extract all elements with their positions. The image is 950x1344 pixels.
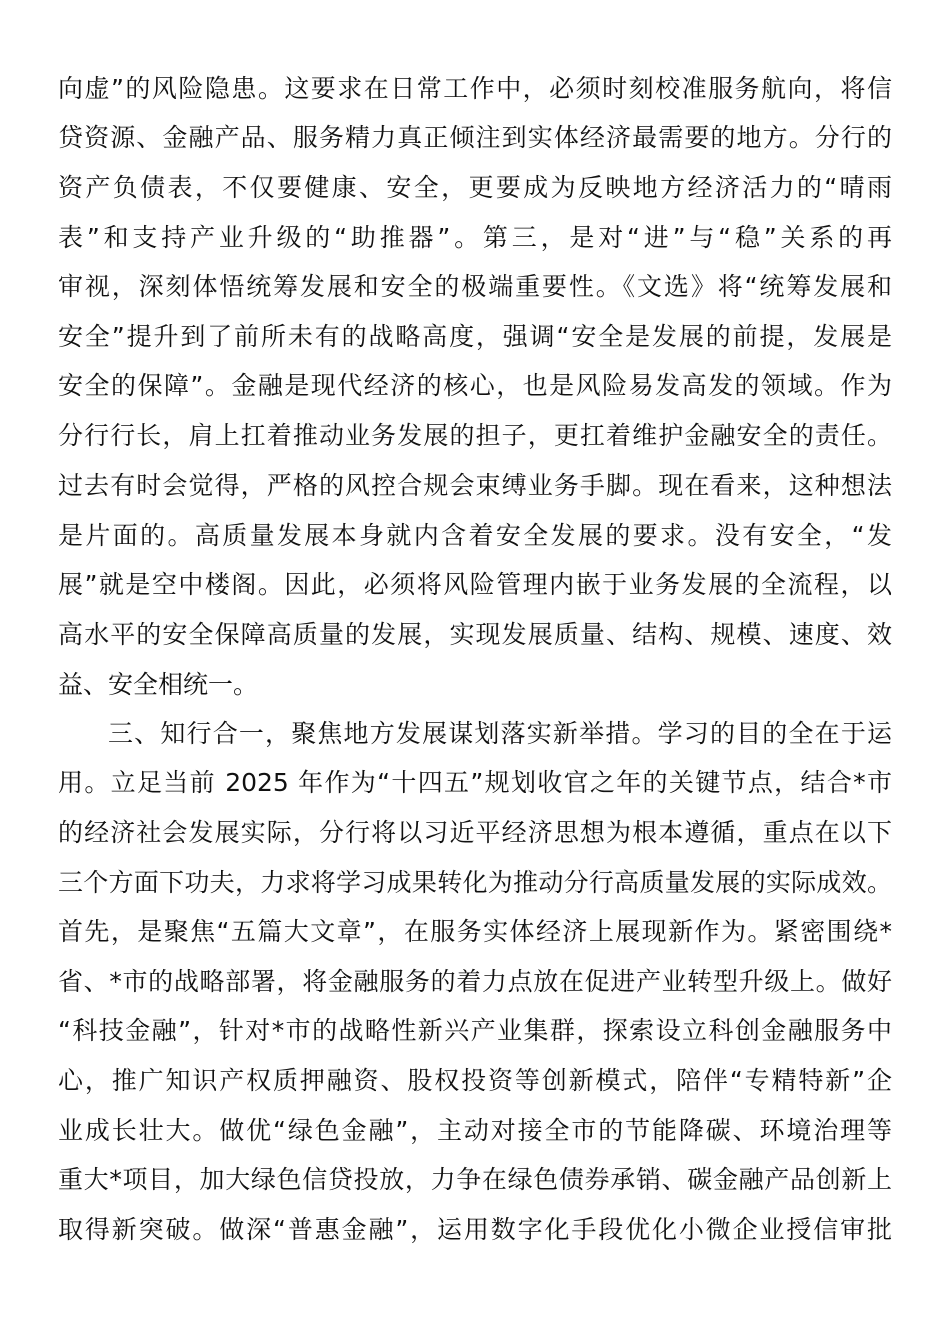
text-line: 是片面的。高质量发展本身就内含着安全发展的要求。没有安全，“发 [58, 521, 892, 550]
text-line: 益、安全相统一。 [58, 670, 259, 699]
text-line: 省、*市的战略部署，将金融服务的着力点放在促进产业转型升级上。做好 [58, 967, 892, 996]
text-line: “科技金融”，针对*市的战略性新兴产业集群，探索设立科创金融服务中 [58, 1016, 892, 1045]
text-line: 三个方面下功夫，力求将学习成果转化为推动分行高质量发展的实际成效。 [58, 868, 892, 897]
text-line: 安全的保障”。金融是现代经济的核心，也是风险易发高发的领域。作为 [58, 371, 892, 400]
text-line: 业成长壮大。做优“绿色金融”，主动对接全市的节能降碳、环境治理等 [58, 1116, 892, 1145]
text-line: 资产负债表，不仅要健康、安全，更要成为反映地方经济活力的“晴雨 [58, 173, 892, 202]
text-line: 心，推广知识产权质押融资、股权投资等创新模式，陪伴“专精特新”企 [58, 1066, 892, 1095]
text-line: 贷资源、金融产品、服务精力真正倾注到实体经济最需要的地方。分行的 [58, 123, 892, 152]
text-line: 过去有时会觉得，严格的风控合规会束缚业务手脚。现在看来，这种想法 [58, 471, 892, 500]
text-line: 高水平的安全保障高质量的发展，实现发展质量、结构、规模、速度、效 [58, 620, 892, 649]
text-line: 重大*项目，加大绿色信贷投放，力争在绿色债券承销、碳金融产品创新上 [58, 1165, 892, 1194]
text-line: 审视，深刻体悟统筹发展和安全的极端重要性。《文选》将“统筹发展和 [58, 272, 892, 301]
text-line: 向虚”的风险隐患。这要求在日常工作中，必须时刻校准服务航向，将信 [58, 74, 892, 103]
text-line: 安全”提升到了前所未有的战略高度，强调“安全是发展的前提，发展是 [58, 322, 892, 351]
text-line: 表”和支持产业升级的“助推器”。第三，是对“进”与“稳”关系的再 [58, 223, 892, 252]
text-line: 展”就是空中楼阁。因此，必须将风险管理内嵌于业务发展的全流程，以 [58, 570, 892, 599]
text-line: 取得新突破。做深“普惠金融”，运用数字化手段优化小微企业授信审批 [58, 1215, 892, 1244]
section-heading-line: 三、知行合一，聚焦地方发展谋划落实新举措。学习的目的全在于运 [108, 719, 892, 748]
text-line: 的经济社会发展实际，分行将以习近平经济思想为根本遵循，重点在以下 [58, 818, 892, 847]
text-line: 用。立足当前 2025 年作为“十四五”规划收官之年的关键节点，结合*市 [58, 768, 892, 797]
text-line: 首先，是聚焦“五篇大文章”，在服务实体经济上展现新作为。紧密围绕* [58, 917, 892, 946]
text-line: 分行行长，肩上扛着推动业务发展的担子，更扛着维护金融安全的责任。 [58, 421, 892, 450]
